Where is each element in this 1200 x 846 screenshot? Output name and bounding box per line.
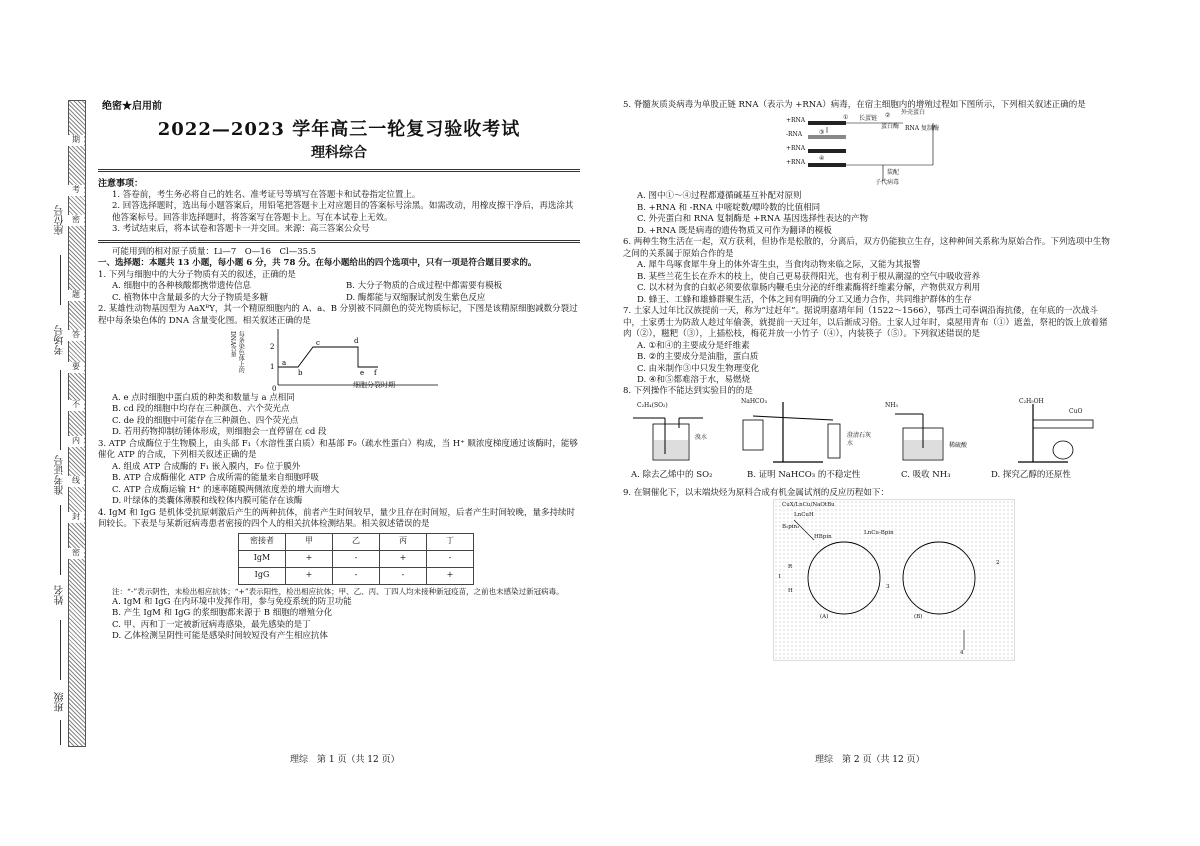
- option: A. e 点时细胞中蛋白质的种类和数量与 a 点相同: [112, 392, 295, 403]
- strip-label: 题: [68, 290, 84, 301]
- page-footer-left: 理综 第 1 页（共 12 页）: [290, 755, 400, 765]
- question-stem: 5. 脊髓灰质炎病毒为单股正链 RNA（表示为 +RNA）病毒，在宿主细胞内的增殖过程如下图所示，下列相关叙述正确的是: [623, 100, 1086, 110]
- table-cell: IgG: [239, 567, 286, 584]
- fig-label: +RNA: [786, 117, 806, 125]
- option: B. +RNA 和 -RNA 中嘧啶数/嘌呤数的比值相同: [637, 202, 821, 213]
- option: B. cd 段的细胞中均存在三种颜色、六个荧光点: [112, 404, 290, 415]
- svg-text:1: 1: [270, 362, 275, 371]
- svg-text:e: e: [360, 368, 365, 377]
- option: C. 由米制作③中只发生物理变化: [637, 363, 760, 374]
- strip-label: 期: [68, 135, 84, 146]
- option: D. 若用药物抑制纺锤体形成，则细胞会一直停留在 cd 段: [112, 427, 327, 438]
- fig-label: 1: [778, 574, 782, 581]
- fig-label: 装配: [887, 169, 900, 177]
- table-header: 乙: [333, 533, 380, 550]
- title-divider: [98, 169, 580, 172]
- class-line: [60, 720, 61, 745]
- question-stem: 3. ATP 合成酶位于生物膜上，由头部 F₁（水溶性蛋白质）和基部 F₀（疏水性蛋白）构成，当 H⁺ 顺浓度梯度通过该酶时，能够催化 ATP 的合成，下列相关叙述正确的是: [98, 438, 578, 461]
- svg-text:c: c: [316, 338, 320, 347]
- notes-divider: [98, 240, 580, 243]
- apparatus-figures: [623, 398, 1113, 488]
- question-stem: 1. 下列与细胞中的大分子物质有关的叙述，正确的是: [98, 269, 296, 280]
- seat-number-label: 座位号: [55, 205, 66, 235]
- fig-label: +RNA: [786, 159, 806, 167]
- fig-label: 长蛋链: [859, 115, 878, 123]
- option: C. 吸收 NH₃: [901, 469, 951, 480]
- table-cell: -: [427, 550, 474, 567]
- option: B. 某些兰花生长在乔木的枝上，使自己更易获得阳光，也有利于根从潮湿的空气中吸收营养: [637, 271, 981, 282]
- reagent-label: 溴水: [695, 433, 708, 441]
- question-stem: 2. 某雄性动物基因型为 AaXᴮY，其一个精原细胞内的 A、a、B 分别被不同颜色的荧光物质标记，下图是该精原细胞减数分裂过程中每条染色体的 DNA 含量变化图。相关叙述正确的是: [98, 304, 578, 326]
- exam-subtitle: 理科综合: [311, 144, 367, 161]
- question-stem: 6. 两种生物生活在一起，双方获利，但协作是松散的，分离后，双方仍能独立生存，这种种间关系称为原始合作。下列选项中生物之间的关系属于原始合作的是: [623, 237, 1110, 259]
- strip-label: 封: [68, 512, 84, 523]
- question-stem: 4. IgM 和 IgG 是机体受抗原刺激后产生的两种抗体，前者产生时间较早，量少且存在时间短，后者产生时间较晚，量多持续时间较长。下表是与某新冠病毒患者密接的四个人的相关抗体检测结果。相关叙述错误的是: [98, 507, 576, 530]
- strip-label: 密: [68, 215, 84, 226]
- fig-label: 3: [886, 584, 890, 591]
- svg-text:b: b: [298, 368, 303, 377]
- strip-label: 密: [68, 548, 84, 559]
- admission-number-line: [60, 505, 61, 575]
- fig-label: B₂pin₂: [782, 524, 800, 531]
- fig-label: H: [788, 588, 793, 595]
- reagent-label: C₂H₄(SO₂): [637, 401, 668, 409]
- strip-label: 考: [68, 185, 84, 196]
- option: D. 酶都能与双缩脲试剂发生紫色反应: [346, 292, 486, 303]
- table-cell: +: [286, 567, 333, 584]
- fig-label: 外壳蛋白: [901, 109, 926, 117]
- fig-label: ①: [843, 114, 849, 122]
- option: B. 证明 NaHCO₃ 的不稳定性: [747, 469, 861, 480]
- antibody-table: [238, 533, 474, 585]
- binding-strip: [68, 100, 86, 747]
- fig-label: (A): [820, 614, 829, 621]
- fig-label: ②: [885, 112, 891, 120]
- option: C. ATP 合成酶运输 H⁺ 的速率随膜两侧浓度差的增大而增大: [112, 484, 340, 495]
- table-header: 密接者: [239, 533, 286, 550]
- table-header: 丁: [427, 533, 474, 550]
- option: A. 细胞中的各种核酸都携带遗传信息: [112, 281, 252, 292]
- reagent-label: NH₃: [885, 401, 898, 409]
- svg-text:d: d: [354, 336, 359, 345]
- fig-label: 蛋白酶: [881, 123, 900, 131]
- atomic-masses: 可能用到的相对原子质量：Li—7 O—16 Cl—35.5: [112, 246, 317, 257]
- svg-text:2: 2: [270, 342, 275, 351]
- reagent-label: C₂H₅OH: [1019, 397, 1044, 405]
- admission-number-label: 准考证号: [55, 455, 66, 495]
- strip-label: 线: [68, 476, 84, 487]
- name-label: 姓名: [55, 585, 66, 605]
- fig-label: LnCu-Bpin: [864, 530, 894, 537]
- fig-label: LnCuH: [794, 512, 814, 519]
- fig-label: -RNA: [786, 131, 803, 139]
- option: A. 图中①～④过程都遵循碱基互补配对原则: [637, 191, 802, 202]
- fig-label: (B): [914, 614, 923, 621]
- option: C. 以木材为食的白蚁必须要依靠肠内鞭毛虫分泌的纤维素酶将纤维素分解，产物供双方利用: [637, 283, 981, 294]
- fig-label: ④: [819, 155, 825, 163]
- table-cell: IgM: [239, 550, 286, 567]
- option: C. de 段的细胞中可能存在三种颜色、四个荧光点: [112, 415, 299, 426]
- fig-label: ③: [819, 129, 825, 137]
- option: B. ATP 合成酶催化 ATP 合成所需的能量来自细胞呼吸: [112, 473, 319, 484]
- fig-label: 子代病毒: [875, 179, 900, 187]
- exam-room-line: [60, 370, 61, 450]
- seat-number-line: [60, 255, 61, 305]
- option: A. IgM 和 IgG 在内环境中发挥作用，参与免疫系统的防卫功能: [112, 596, 352, 607]
- question-stem: 8. 下列操作不能达到实验目的的是: [623, 386, 753, 397]
- fig-label: 4: [960, 650, 964, 657]
- secret-label: 绝密★启用前: [102, 101, 162, 112]
- option: D. 乙体检测呈阴性可能是感染时间较短没有产生相应抗体: [112, 631, 328, 642]
- strip-label: 不: [68, 400, 84, 411]
- dna-graph: [98, 327, 580, 393]
- graph-y-label: 每条染色体上的DNA含量: [229, 330, 245, 373]
- option: D. +RNA 既是病毒的遗传物质又可作为翻译的模板: [637, 225, 832, 236]
- option: A. ①和④的主要成分是纤维素: [637, 340, 750, 351]
- notes-heading: 注意事项：: [98, 178, 144, 189]
- reaction-mechanism-figure: [773, 499, 1015, 661]
- strip-label: 内: [68, 436, 84, 447]
- strip-label: 要: [68, 362, 84, 373]
- option: B. 大分子物质的合成过程中都需要有模板: [346, 281, 503, 292]
- svg-text:a: a: [282, 358, 287, 367]
- option: C. 甲、丙和丁一定被新冠病毒感染，最先感染的是丁: [112, 619, 311, 630]
- option: D. 蜂王、工蜂和雄蜂群聚生活，个体之间有明确的分工又通力合作，共同维护群体的生存: [637, 294, 972, 305]
- fig-label: HBpin: [814, 534, 832, 541]
- svg-text:f: f: [374, 368, 377, 377]
- table-header: 丙: [380, 533, 427, 550]
- fig-label: +RNA: [786, 145, 806, 153]
- strip-label: 答: [68, 330, 84, 341]
- table-cell: +: [380, 550, 427, 567]
- exam-room-label: 考场号: [55, 325, 66, 355]
- virus-replication-diagram: [623, 111, 1113, 191]
- table-cell: +: [427, 567, 474, 584]
- option: C. 植物体中含量最多的大分子物质是多糖: [112, 292, 269, 303]
- fig-label: RNA 复制酶: [905, 125, 940, 133]
- right-column: [623, 100, 1113, 661]
- note-item: 2. 回答选择题时，选出每小题答案后，用铅笔把答题卡上对应题目的答案标号涂黑。如需改动，用橡皮擦干净后，再选涂其他答案标号。回答非选择题时，将答案写在答题卡上。写在本试卷上无效。: [112, 201, 574, 223]
- reagent-label: 澄清石灰水: [847, 431, 872, 447]
- name-line: [60, 620, 61, 680]
- page-footer-right: 理综 第 2 页（共 12 页）: [815, 755, 925, 765]
- graph-x-label: 细胞分裂时期: [353, 380, 395, 389]
- option: D. 叶绿体的类囊体薄膜和线粒体内膜可能存在该酶: [112, 496, 303, 507]
- question-stem: 7. 土家人过年比汉族提前一天，称为“过赶年”。据说明嘉靖年间（1522～1566），鄂西土司奉调沿海抗倭，在年底的一次战斗中，土家勇士为防敌人趁过年偷袭，就提前一天过年，以后渐成习俗。土家人过年时，桌屋用青布（①）遮盖，祭祀的饭上放着猪肉（②），糍粑（③），上插松枝，梅花并放一小竹子（④），内装筷子（⑤）。下列叙述错误的是: [623, 306, 1108, 340]
- option: B. 产生 IgM 和 IgG 的浆细胞都来源于 B 细胞的增殖分化: [112, 608, 333, 619]
- fig-label: CuX/LnCu/NaOtBu: [782, 502, 835, 509]
- exam-title: 2022—2023 学年高三一轮复习验收考试: [157, 118, 521, 140]
- option: D. ④和⑤都难溶于水，易燃烧: [637, 374, 751, 385]
- left-column: [98, 100, 580, 643]
- fig-label: 2: [996, 560, 1000, 567]
- note-item: 1. 答卷前，考生务必将自己的姓名、准考证号等填写在答题卡和试卷指定位置上。: [112, 189, 421, 200]
- table-cell: -: [333, 567, 380, 584]
- note-item: 3. 考试结束后，将本试卷和答题卡一并交回。来源：高三答案公众号: [112, 224, 370, 235]
- option: A. 组成 ATP 合成酶的 F₁ 嵌入膜内，F₀ 位于膜外: [112, 461, 301, 472]
- table-cell: -: [333, 550, 380, 567]
- svg-text:0: 0: [272, 384, 277, 393]
- option: D. 探究乙醇的还原性: [991, 469, 1071, 480]
- option: A. 除去乙烯中的 SO₂: [631, 469, 713, 480]
- reagent-label: CuO: [1069, 407, 1083, 415]
- fig-label: R: [788, 564, 793, 571]
- table-cell: +: [286, 550, 333, 567]
- option: C. 外壳蛋白和 RNA 复制酶是 +RNA 基因选择性表达的产物: [637, 214, 868, 225]
- reagent-label: 稀硫酸: [949, 441, 968, 449]
- section-heading: 一、选择题：本题共 13 小题，每小题 6 分，共 78 分。在每小题给出的四个选项中，只有一项是符合题目要求的。: [98, 258, 537, 269]
- table-note: 注：“-”表示阴性，未检出相应抗体；“+”表示阳性，检出相应抗体；甲、乙、丙、丁四人均未接种新冠疫苗，之前也未感染过新冠病毒。: [112, 586, 564, 596]
- class-label: 班级: [55, 692, 66, 712]
- reagent-label: NaHCO₃: [741, 397, 767, 405]
- question-stem: 9. 在铜催化下，以末端炔烃为原料合成有机金属试剂的反应历程如下：: [623, 487, 889, 498]
- option: A. 犀牛鸟啄食犀牛身上的体外寄生虫，当食肉动物来临之际，又能为其报警: [637, 260, 921, 271]
- option: B. ②的主要成分是油脂，蛋白质: [637, 352, 759, 363]
- table-header: 甲: [286, 533, 333, 550]
- table-cell: -: [380, 567, 427, 584]
